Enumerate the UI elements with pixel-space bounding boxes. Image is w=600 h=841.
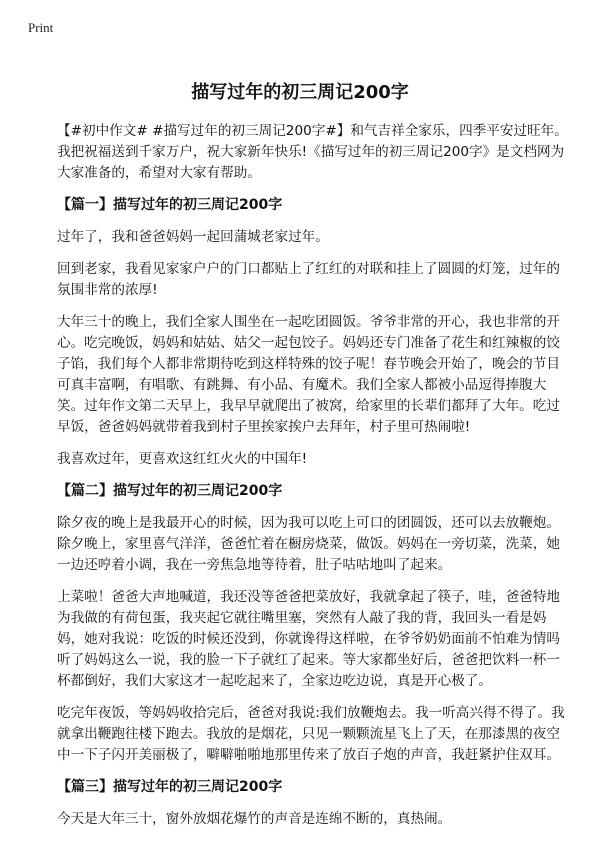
paragraph: 我喜欢过年，更喜欢这红红火火的中国年! <box>57 451 308 467</box>
intro-paragraph: 【#初中作文# #描写过年的初三周记200字#】和气吉祥全家乐，四季平安过旺年。我把祝福送到千家万户，祝大家新年快乐!《描写过年的初三周记200字》是文档网为大家准备的，希望对大家有帮助。 <box>57 123 568 181</box>
paragraph: 回到老家，我看见家家户户的门口都贴上了红红的对联和挂上了圆圆的灯笼，过年的氛围非常的浓厚! <box>57 261 560 298</box>
section-heading: 【篇三】描写过年的初三周记200字 <box>57 779 283 795</box>
paragraph: 过年了，我和爸爸妈妈一起回蒲城老家过年。 <box>57 229 329 245</box>
print-link[interactable]: Print <box>28 20 54 35</box>
article-body <box>57 121 569 841</box>
paragraph: 除夕夜的晚上是我最开心的时候，因为我可以吃上可口的团圆饭，还可以去放鞭炮。除夕晚上，家里喜气洋洋，爸爸忙着在橱房烧菜，做饭。妈妈在一旁切菜，洗菜，她一边还哼着小调，我在一旁焦急地等待着，肚子咕咕地叫了起来。 <box>57 515 560 573</box>
section-heading: 【篇二】描写过年的初三周记200字 <box>57 483 283 499</box>
paragraph: 今天是大年三十，窗外放烟花爆竹的声音是连绵不断的，真热闹。 <box>57 811 452 827</box>
paragraph: 吃完年夜饭，等妈妈收拾完后，爸爸对我说:我们放鞭炮去。我一听高兴得不得了。我就拿出鞭跑往楼下跑去。我放的是烟花，只见一颗颗流星飞上了天，在那漆黑的夜空中一下子闪开美丽极了，噼噼啪啪地那里传来了放百子炮的声音，我赶紧护住双耳。 <box>57 705 565 763</box>
page-title: 描写过年的初三周记200字 <box>191 82 409 103</box>
section-heading: 【篇一】描写过年的初三周记200字 <box>57 197 283 213</box>
paragraph: 大年三十的晚上，我们全家人围坐在一起吃团圆饭。爷爷非常的开心，我也非常的开心。吃完晚饭，妈妈和姑姑、姑父一起包饺子。妈妈还专门准备了花生和红辣椒的饺子馅，我们每个人都非常期待吃到这样特殊的饺子呢！春节晚会开始了，晚会的节目可真丰富啊，有唱歌、有跳舞、有小品、有魔术。我们全家人都被小品逗得捧腹大笑。过年作文第二天早上，我早早就爬出了被窝，给家里的长辈们都拜了大年。吃过早饭，爸爸妈妈就带着我到村子里挨家挨户去拜年，村子里可热闹啦! <box>57 314 560 435</box>
paragraph: 上菜啦！爸爸大声地喊道，我还没等爸爸把菜放好，我就拿起了筷子，哇，爸爸特地为我做的有荷包蛋，我夹起它就往嘴里塞，突然有人敲了我的背，我回头一看是妈妈，她对我说：吃饭的时候还没到，你就谗得这样啦，在爷爷奶奶面前不怕难为情吗听了妈妈这么一说，我的脸一下子就红了起来。等大家都坐好后，爸爸把饮料一杯一杯都倒好，我们大家这才一起吃起来了，全家边吃边说，真是开心极了。 <box>57 589 560 689</box>
